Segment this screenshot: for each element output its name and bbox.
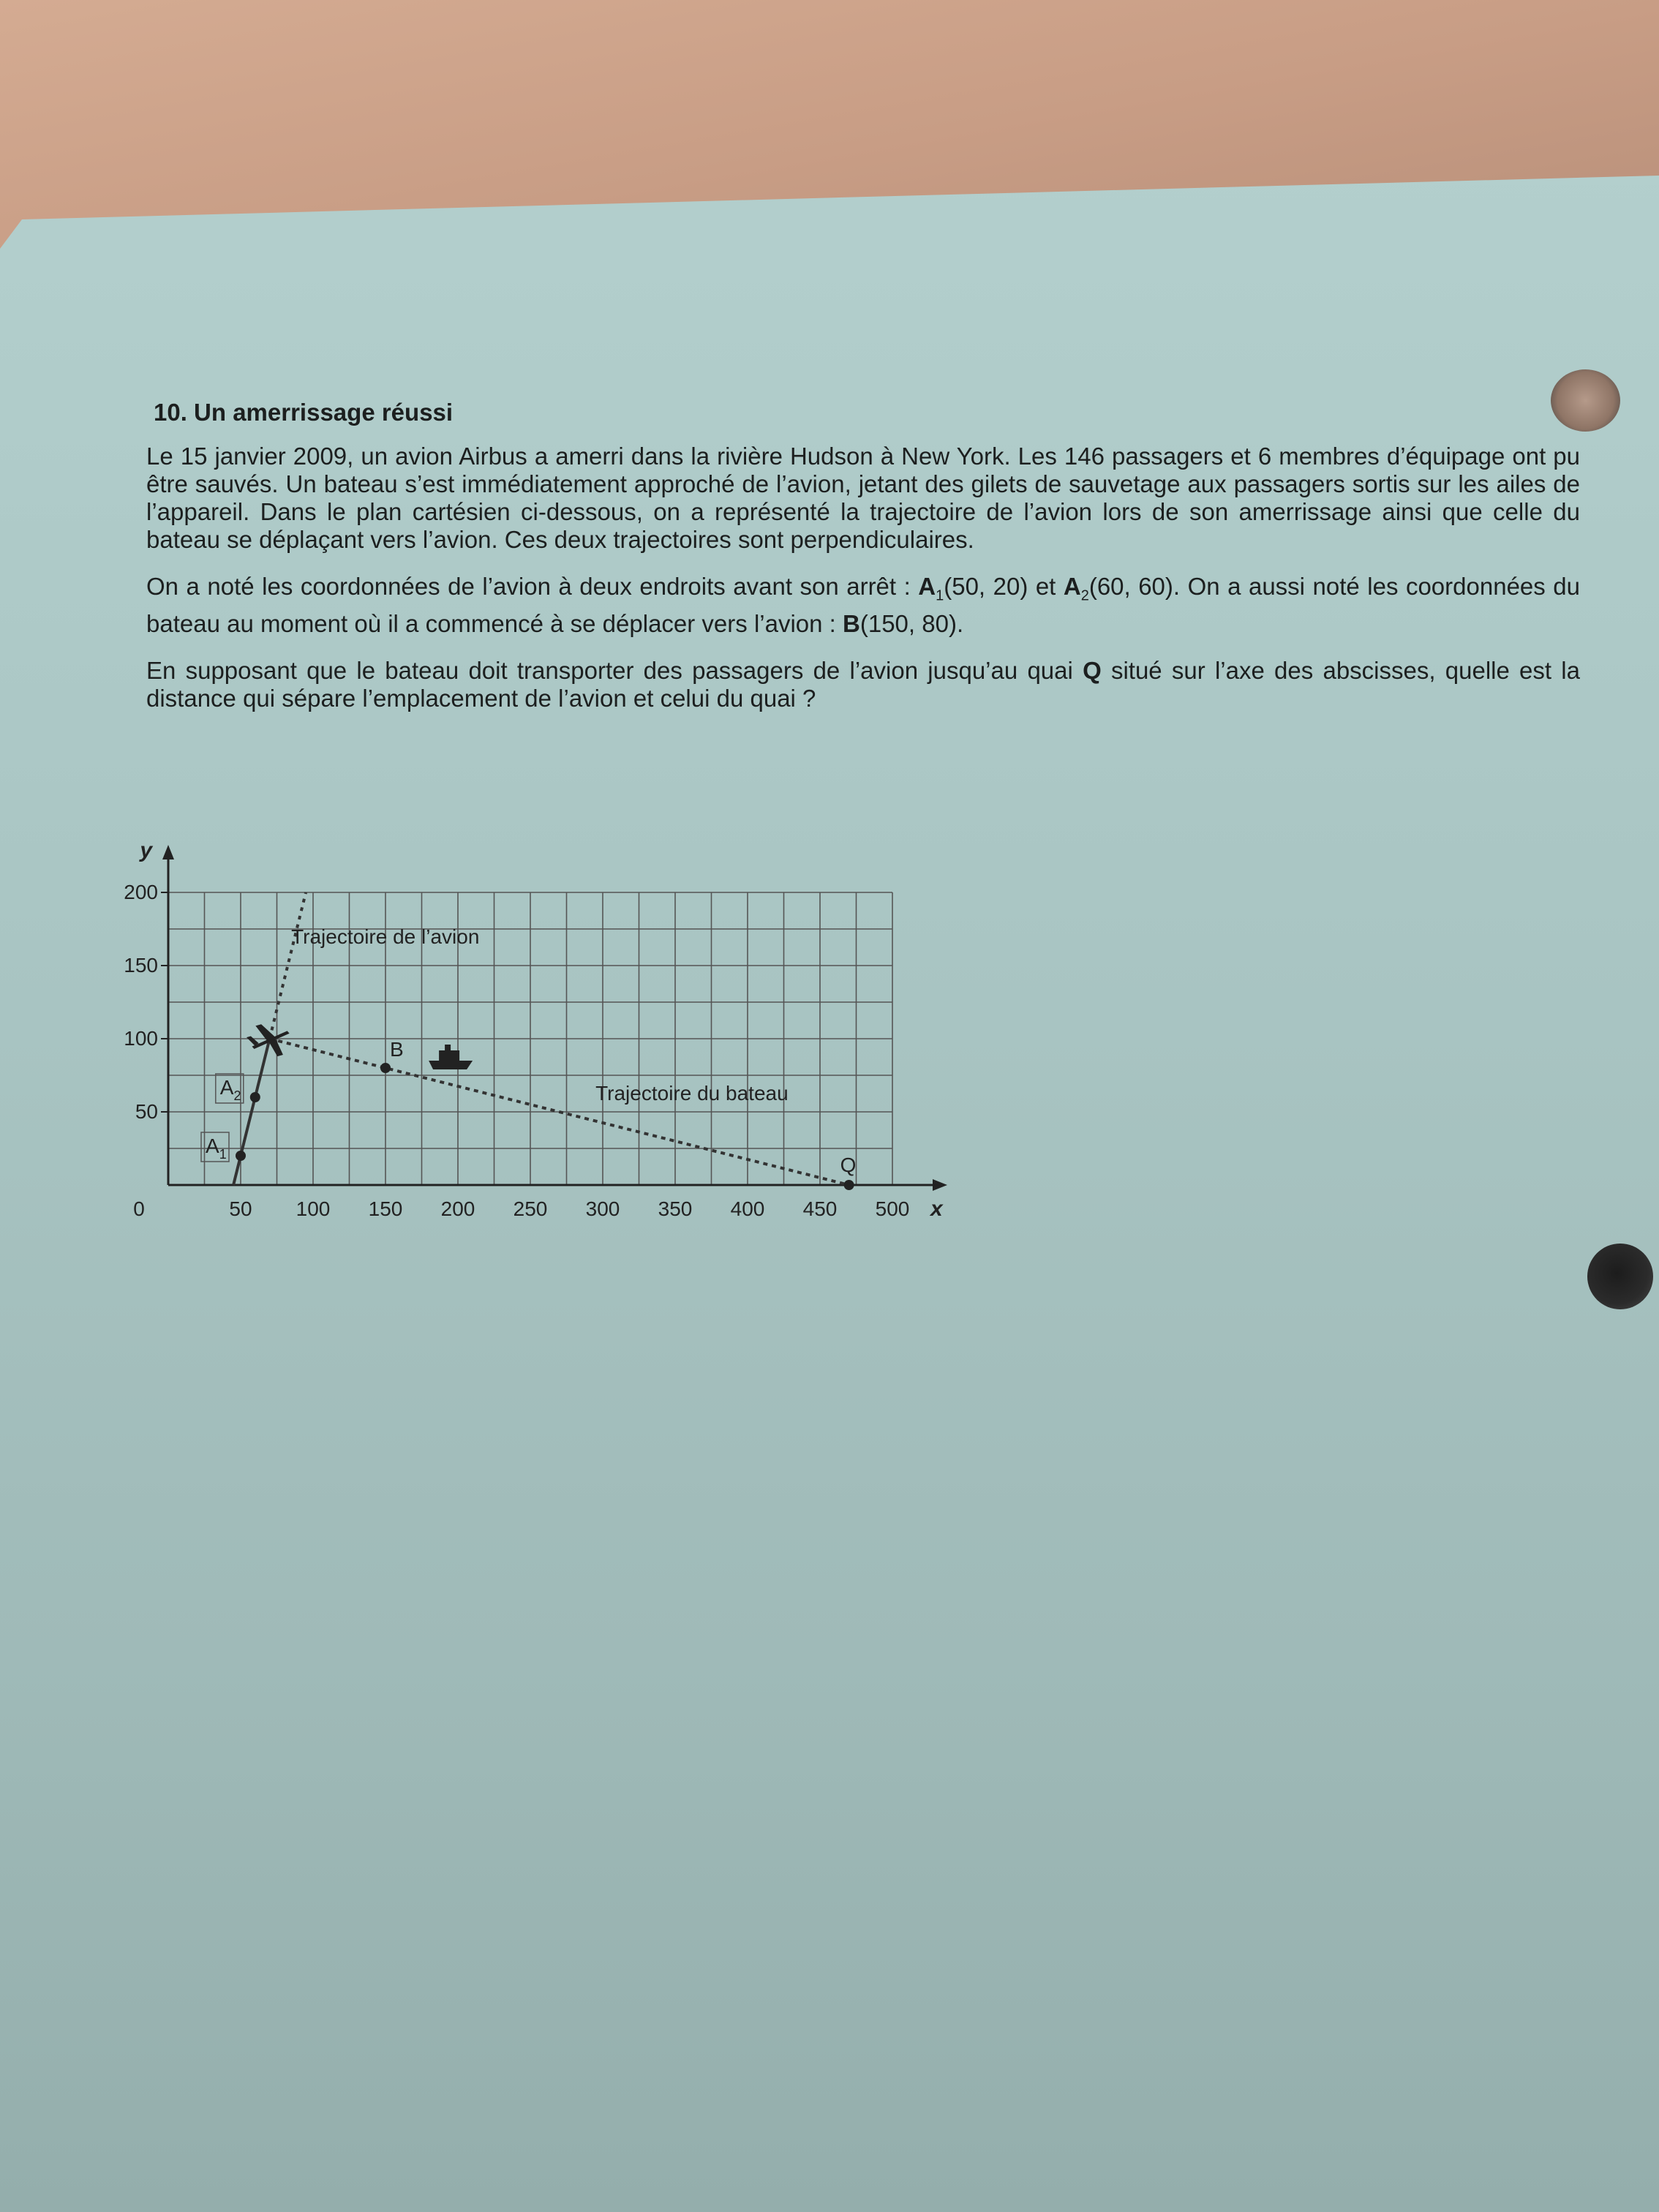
data-point — [236, 1151, 246, 1161]
x-tick-label: 250 — [513, 1197, 548, 1220]
boat-icon — [429, 1045, 473, 1069]
chart-axes — [161, 845, 947, 1191]
boat-cabin — [439, 1050, 459, 1061]
point-a1-coords: (50, 20) — [944, 573, 1028, 600]
point-a1-subscript: 1 — [936, 587, 944, 604]
y-axis-label: y — [140, 838, 152, 862]
point-a2-label: A — [1063, 573, 1081, 600]
point-a2-coords: (60, 60) — [1088, 573, 1173, 600]
x-tick-label: 0 — [133, 1197, 145, 1220]
x-tick-label: 50 — [229, 1197, 252, 1220]
airplane-icon — [244, 1018, 294, 1063]
boat-hull — [429, 1061, 473, 1069]
data-point-label — [390, 1038, 404, 1061]
x-axis-label: x — [930, 1197, 943, 1221]
y-tick-label: 150 — [124, 954, 158, 977]
data-point-label — [206, 1135, 227, 1162]
x-tick-label: 500 — [875, 1197, 910, 1220]
y-tick-label: 200 — [124, 881, 158, 903]
coordinates-intro: On a noté les coordonnées de l’avion à deux endroits avant son arrêt : — [146, 573, 919, 600]
coordinates-middle: . On a aussi noté les coordonnées du bateau au moment où il a commencé à se déplacer vers l’avion : — [146, 573, 1580, 637]
data-point-label — [220, 1076, 241, 1103]
point-b-coords: (150, 80) — [859, 609, 957, 637]
x-tick-label: 400 — [730, 1197, 765, 1220]
cartesian-plane-chart — [102, 827, 966, 1236]
point-b-label: B — [843, 609, 860, 637]
x-tick-label: 100 — [296, 1197, 331, 1220]
boat-chimney — [445, 1045, 451, 1050]
y-axis-arrow-icon — [162, 845, 174, 859]
plane-trajectory-label: Trajectoire de l’avion — [291, 925, 480, 948]
data-point — [844, 1180, 854, 1190]
point-q-label: Q — [1083, 656, 1102, 684]
paragraph-question — [146, 657, 1580, 712]
data-point-label-subscript: 1 — [219, 1147, 227, 1162]
data-point-label — [840, 1154, 857, 1176]
x-tick-label: 350 — [658, 1197, 693, 1220]
data-point-label-main: A — [219, 1076, 234, 1099]
data-point-label-main: Q — [840, 1154, 857, 1176]
x-tick-label: 300 — [585, 1197, 620, 1220]
paragraph-coordinates — [146, 573, 1580, 638]
data-point-label-subscript: 2 — [233, 1088, 241, 1103]
x-tick-label: 200 — [440, 1197, 475, 1220]
boat-trajectory-label: Trajectoire du bateau — [595, 1082, 789, 1105]
y-tick-label: 100 — [124, 1027, 158, 1050]
question-end: situé sur l’axe des abscisses, quelle est la distance qui sépare l’emplacement de l’avion et celui du quai ? — [146, 656, 1580, 712]
chart-labels — [124, 838, 944, 1221]
coordinates-end: . — [956, 609, 964, 637]
data-point-label-main: A — [206, 1135, 219, 1157]
x-tick-label: 150 — [368, 1197, 403, 1220]
point-a1-label: A — [918, 573, 936, 600]
punch-hole-middle — [1587, 1244, 1653, 1309]
data-point — [380, 1063, 391, 1073]
x-tick-label: 450 — [802, 1197, 838, 1220]
data-point-label-main: B — [390, 1038, 404, 1061]
coordinates-and: et — [1028, 573, 1064, 600]
exercise-block — [146, 399, 1580, 731]
paragraph-context: Le 15 janvier 2009, un avion Airbus a amerri dans la rivière Hudson à New York. Les 146 passagers et 6 membres d’équipage ont pu être sauvés. Un bateau s’est immédiatement approché de l’avion, jetant des gilets de sauvetage aux passagers sortis sur les ailes de l’appareil. Dans le plan cartésien ci-dessous, on a représenté la trajectoire de l’avion lors de son amerrissage ainsi que celle du bateau se déplaçant vers l’avion. Ces deux trajectoires sont perpendiculaires. — [146, 443, 1580, 553]
x-axis-arrow-icon — [933, 1179, 947, 1191]
y-tick-label: 50 — [135, 1100, 158, 1123]
question-start: En supposant que le bateau doit transporter des passagers de l’avion jusqu’au quai — [146, 656, 1083, 684]
point-a2-subscript: 2 — [1080, 587, 1089, 604]
exercise-title: 10. Un amerrissage réussi — [154, 399, 454, 426]
data-point — [250, 1092, 260, 1102]
